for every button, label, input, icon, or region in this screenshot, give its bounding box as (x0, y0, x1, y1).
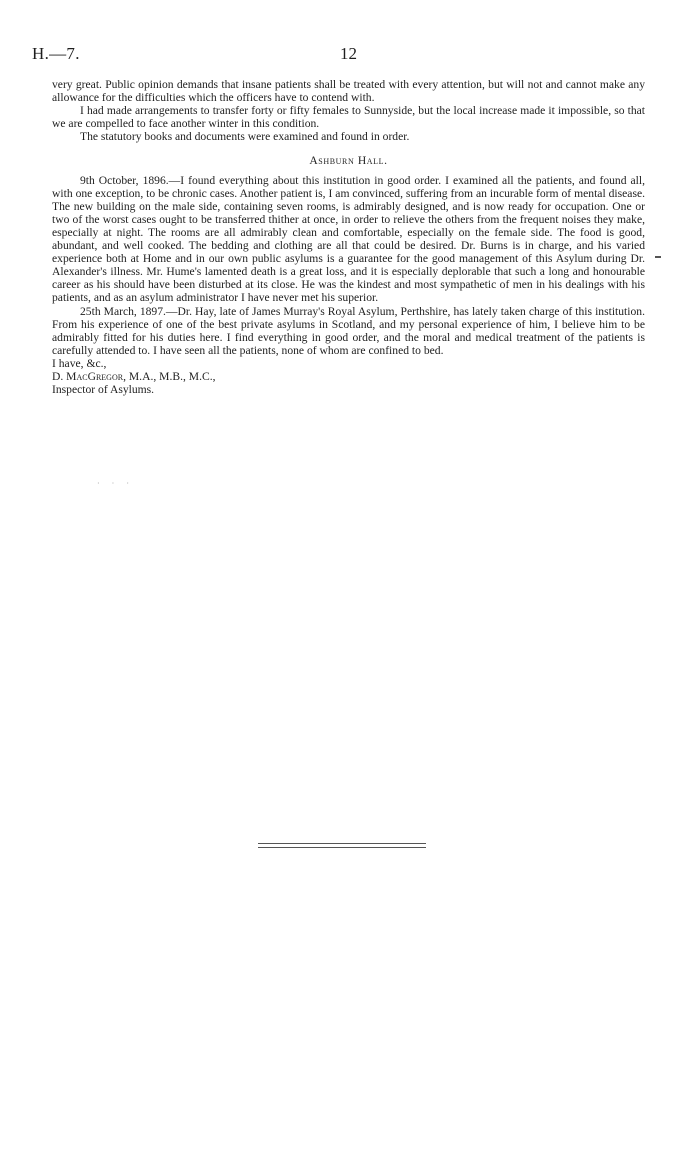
report-body (52, 78, 645, 396)
print-speck-dots: ·​·​· (97, 479, 141, 488)
section-heading-ashburn-hall: Ashburn Hall. (309, 154, 388, 168)
closing-salutation: I have, &c., (52, 356, 107, 370)
october-1896-paragraph: 9th October, 1896.—I found everything about this institution in good order. I examined all the patients, and found all, with one exception, to be chronic cases. Another patient is, I am convinced, suffering from an incurable form of mental disease. The new building on the male side, containing seven rooms, is admirably designed, and is now ready for occupation. One or two of the worst cases ought to be transferred thither at once, in order to relieve the others from the frequent noises they make, especially at night. The rooms are all admirably clean and comfortable, especially on the female side. The food is good, abundant, and well cooked. The bedding and clothing are all that could be desired. Dr. Burns is in charge, and his varied experience both at Home and in our own public asylums is a guarantee for the good management of this Asylum during Dr. Alexander's illness. Mr. Hume's lamented death is a great loss, and it is especially deplorable that such a long and honourable career as his should have been disturbed at its close. He was the kindest and most sympathetic of men in his dealings with his patients, and as an asylum administrator I have never met his superior. (52, 173, 645, 305)
report-reference: H.—7. (32, 44, 80, 63)
signatory-title: Inspector of Asylums. (52, 383, 155, 397)
statutory-books-paragraph: The statutory books and documents were examined and found in order. (80, 130, 410, 144)
transfer-paragraph: I had made arrangements to transfer forty or fifty females to Sunnyside, but the local increase made it impossible, so that we are compelled to face another winter in this condition. (52, 104, 645, 131)
march-1897-paragraph: 25th March, 1897.—Dr. Hay, late of James Murray's Royal Asylum, Perthshire, has lately taken charge of this institution. From his experience of one of the best private asylums in Scotland, and my personal experience of him, I believe him to be admirably fitted for his duties here. I find everything in good order, and the moral and medical treatment of the patients is carefully attended to. I have seen all the patients, none of whom are confined to bed. (52, 304, 645, 357)
margin-mark (655, 256, 661, 258)
end-double-rule (258, 843, 426, 848)
continued-paragraph: very great. Public opinion demands that insane patients shall be treated with every attention, but will not and cannot make any allowance for the difficulties which the officers have to contend with. (52, 78, 645, 105)
signatory-name: D. MacGregor, M.A., M.B., M.C., (52, 369, 216, 383)
page-number: 12 (340, 44, 357, 63)
